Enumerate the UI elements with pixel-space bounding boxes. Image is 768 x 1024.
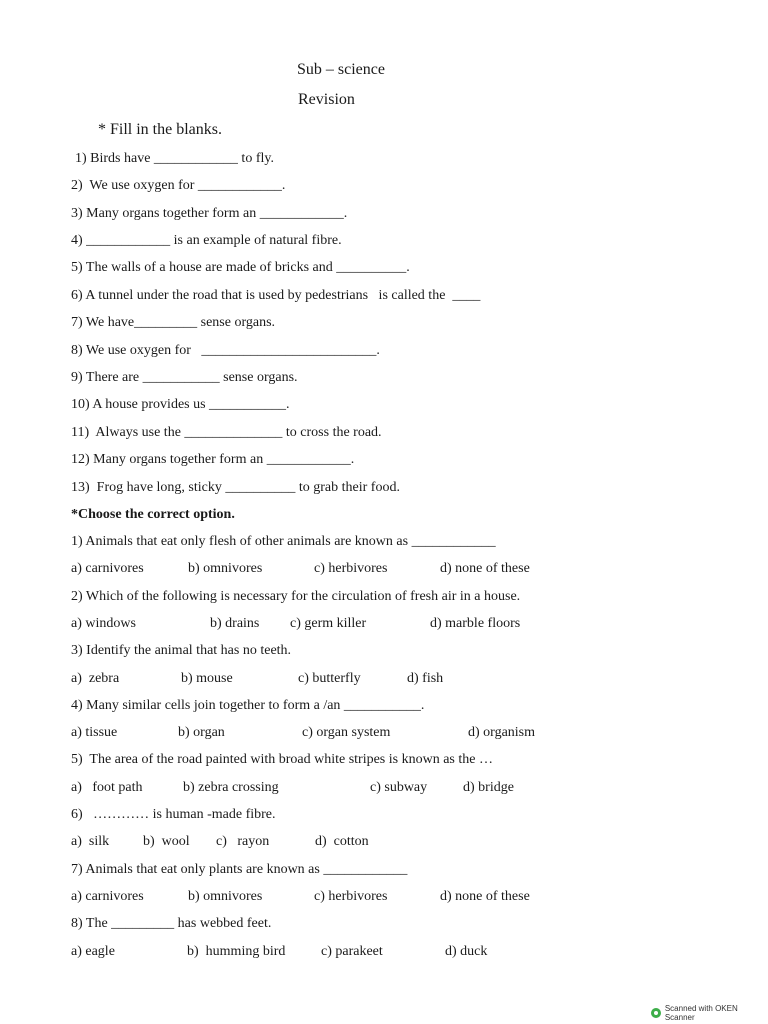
mcq-option: c) organ system	[302, 725, 391, 740]
mcq-question: 5) The area of the road painted with broad white stripes is known as the …	[71, 752, 493, 767]
mcq-option: c) parakeet	[321, 944, 383, 959]
fill-blank-question: 7) We have_________ sense organs.	[71, 315, 276, 330]
mcq-option: d) organism	[468, 725, 536, 740]
fill-blank-question: 6) A tunnel under the road that is used by pedestrians is called the ____	[71, 288, 481, 303]
mcq-option: a) foot path	[71, 780, 143, 795]
mcq-option: d) cotton	[315, 834, 369, 849]
fill-blank-question: 10) A house provides us ___________.	[71, 397, 290, 412]
mcq-option: c) herbivores	[314, 561, 388, 576]
mcq-option: d) none of these	[440, 561, 530, 576]
mcq-option: c) subway	[370, 780, 428, 795]
mcq-question: 8) The _________ has webbed feet.	[71, 916, 272, 931]
fill-blank-question: 1) Birds have ____________ to fly.	[75, 151, 274, 166]
scanner-watermark	[651, 1006, 768, 1020]
page-title: Revision	[298, 91, 355, 108]
mcq-question: 3) Identify the animal that has no teeth.	[71, 643, 292, 658]
mcq-option: d) marble floors	[430, 616, 521, 631]
subject-title: Sub – science	[297, 61, 385, 78]
fill-blank-question: 9) There are ___________ sense organs.	[71, 370, 298, 385]
mcq-question: 4) Many similar cells join together to form a /an ___________.	[71, 698, 425, 713]
mcq-option: c) germ killer	[290, 616, 367, 631]
mcq-option: d) duck	[445, 944, 488, 959]
mcq-question: 2) Which of the following is necessary for the circulation of fresh air in a house.	[71, 589, 521, 604]
mcq-question: 6) ………… is human -made fibre.	[71, 807, 276, 822]
mcq-option: a) eagle	[71, 944, 115, 959]
mcq-option: b) omnivores	[188, 889, 263, 904]
mcq-option: d) fish	[407, 671, 444, 686]
mcq-option: a) zebra	[71, 671, 120, 686]
fill-blank-question: 11) Always use the ______________ to cross the road.	[71, 425, 382, 440]
fill-blank-question: 8) We use oxygen for _________________________.	[71, 343, 380, 358]
mcq-option: a) tissue	[71, 725, 118, 740]
mcq-option: b) wool	[143, 834, 190, 849]
fill-blank-question: 4) ____________ is an example of natural fibre.	[71, 233, 342, 248]
fill-blank-question: 5) The walls of a house are made of bricks and __________.	[71, 260, 410, 275]
mcq-option: d) none of these	[440, 889, 530, 904]
mcq-option: b) humming bird	[187, 944, 286, 959]
mcq-option: b) omnivores	[188, 561, 263, 576]
mcq-heading: *Choose the correct option.	[71, 507, 235, 522]
mcq-question: 1) Animals that eat only flesh of other animals are known as ____________	[71, 534, 496, 549]
mcq-question: 7) Animals that eat only plants are known as ____________	[71, 862, 408, 877]
mcq-option: b) zebra crossing	[183, 780, 279, 795]
mcq-option: a) carnivores	[71, 561, 144, 576]
fill-blank-question: 13) Frog have long, sticky __________ to grab their food.	[71, 480, 400, 495]
mcq-option: b) drains	[210, 616, 260, 631]
mcq-option: b) organ	[178, 725, 225, 740]
scanner-logo-icon	[651, 1008, 661, 1018]
mcq-option: c) rayon	[216, 834, 270, 849]
fill-blank-question: 12) Many organs together form an ____________.	[71, 452, 355, 467]
mcq-option: b) mouse	[181, 671, 233, 686]
scanner-text: Scanned with OKEN Scanner	[664, 1004, 738, 1022]
mcq-option: a) carnivores	[71, 889, 144, 904]
fill-blank-question: 2) We use oxygen for ____________.	[71, 178, 286, 193]
mcq-option: c) butterfly	[298, 671, 361, 686]
mcq-option: a) silk	[71, 834, 110, 849]
fill-blanks-heading: * Fill in the blanks.	[98, 121, 222, 138]
mcq-option: c) herbivores	[314, 889, 388, 904]
mcq-option: d) bridge	[463, 780, 514, 795]
fill-blank-question: 3) Many organs together form an ____________.	[71, 206, 348, 221]
mcq-option: a) windows	[71, 616, 136, 631]
